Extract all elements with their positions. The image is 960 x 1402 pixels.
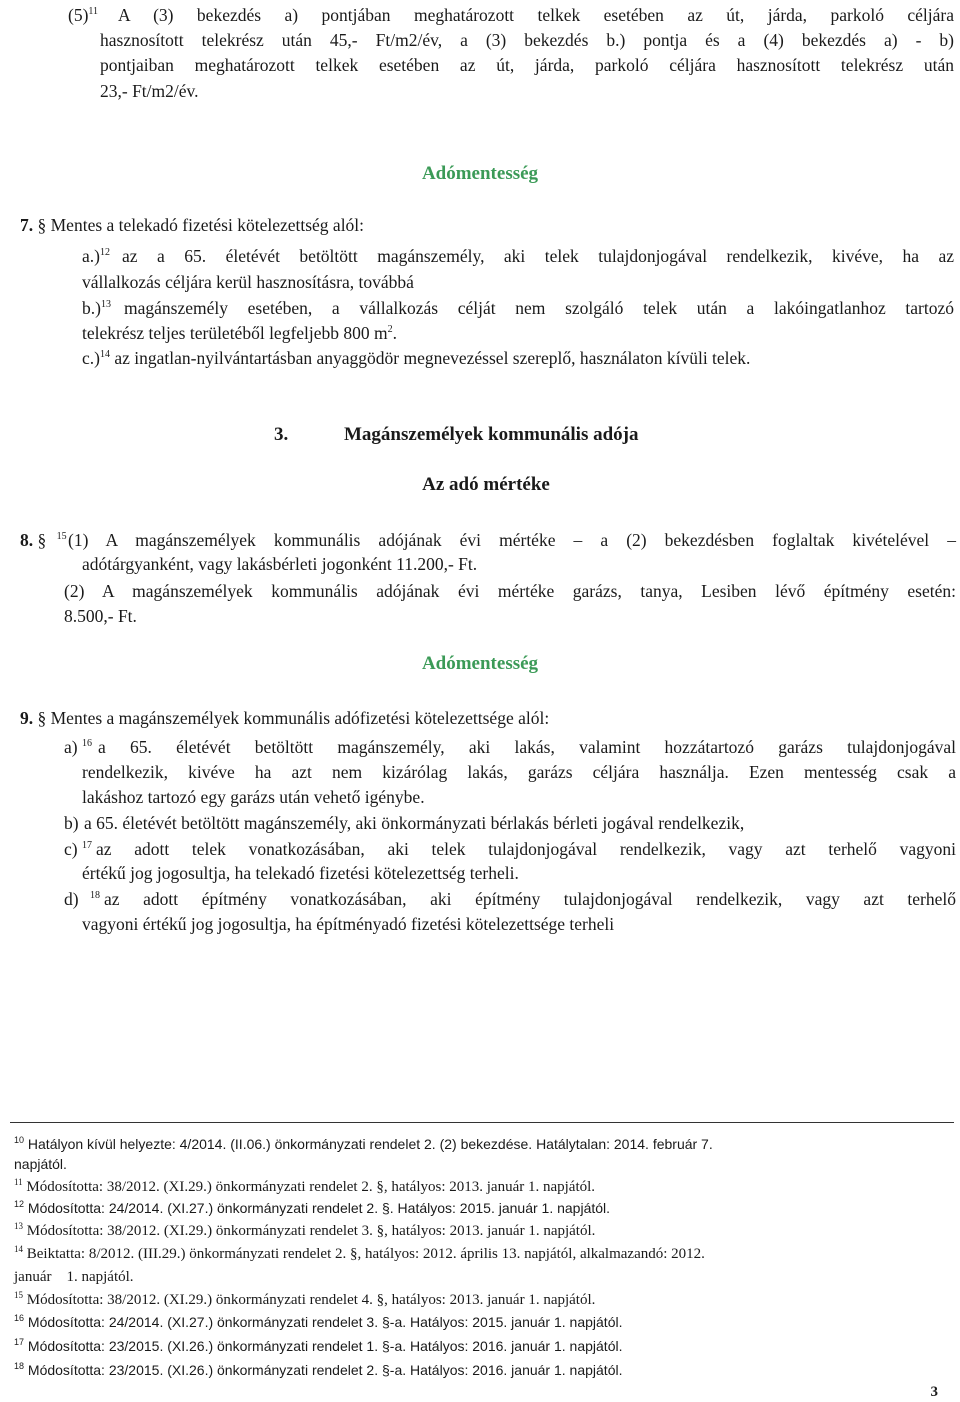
footnote-ref[interactable]: 15 bbox=[56, 531, 67, 542]
footnote-13: $^{13}$ Módosította: 38/2012. (XI.29.) önkormányzati rendelet 3. §, hatályos: 2013. január 1. napjától. bbox=[14, 1221, 596, 1239]
para7-b-line1: magánszemély esetében, a vállalkozás célját nem szolgáló telek után a lakóingatlanhoz tartozó bbox=[124, 298, 954, 318]
page-number: 3 bbox=[930, 1384, 938, 1400]
footnote-17: $^{17}$ Módosította: 23/2015. (XI.26.) önkormányzati rendelet 1. §-a. Hatályos: 2016. január 1. napjától. bbox=[14, 1337, 623, 1354]
para9-c-fn bbox=[82, 838, 92, 860]
para9-b-line1: a 65. életévét betöltött magánszemély, aki önkormányzati bérlakás bérleti jogával rendelkezik, bbox=[84, 813, 745, 833]
footnote-14-line2: január 1. napjától. bbox=[14, 1269, 134, 1285]
para9-a-line2: rendelkezik, kivéve ha azt nem kizárólag lakás, garázs céljára használja. Ezen mentesség csak a bbox=[82, 762, 956, 782]
para7-b-line2: telekrész teljes területéből legfeljebb 800 $m^2$. bbox=[82, 323, 398, 343]
para8-line2: adótárgyanként, vagy lakásbérleti jogonként 11.200,- Ft. bbox=[82, 554, 478, 574]
section5-lead: $(5)^{11}$ bbox=[68, 5, 99, 25]
para8-heading: 8. § $^{15}$ bbox=[20, 530, 67, 550]
footnote-18: $^{18}$ Módosította: 23/2015. (XI.26.) önkormányzati rendelet 2. §-a. Hatályos: 2016. január 1. napjától. bbox=[14, 1361, 623, 1378]
footnote-ref[interactable]: 12 bbox=[99, 247, 110, 258]
section5-line2: hasznosított telekrész után 45,- Ft/m2/év, a (3) bekezdés b.) pontja és a (4) bekezdés a) - b) bbox=[100, 30, 954, 50]
para9-a-line1: a 65. életévét betöltött magánszemély, aki lakás, valamint hozzátartozó garázs tulajdonjogával bbox=[98, 737, 956, 757]
heading-adomentesseg-2: Adómentesség bbox=[421, 653, 539, 674]
para7-a-line2: vállalkozás céljára kerül hasznosításra, továbbá bbox=[82, 272, 414, 292]
para9-heading: 9. § Mentes a magánszemélyek kommunális adófizetési kötelezettsége alól: bbox=[20, 708, 550, 728]
para8-line1: (1) A magánszemélyek kommunális adójának évi mértéke – a (2) bekezdésben foglaltak kivételével – bbox=[68, 530, 956, 550]
footnote-ref[interactable]: 16 bbox=[82, 738, 92, 749]
section5-line4: 23,- Ft/m2/év. bbox=[100, 81, 199, 101]
footnote-16: $^{16}$ Módosította: 24/2014. (XI.27.) önkormányzati rendelet 3. §-a. Hatályos: 2015. január 1. napjától. bbox=[14, 1313, 623, 1330]
footnote-14: $^{14}$ Beiktatta: 8/2012. (III.29.) önkormányzati rendelet 2. §, hatályos: 2012. április 13. napjától, alkalmazandó: 2012. bbox=[14, 1244, 705, 1262]
section5-line3: pontjaiban meghatározott telkek esetében az út, járda, parkoló céljára hasznosított telekrész után bbox=[100, 55, 954, 75]
para9-d-label: d) bbox=[64, 889, 79, 909]
footnote-ref[interactable]: 17 bbox=[82, 840, 92, 851]
footnote-11: $^{11}$ Módosította: 38/2012. (XI.29.) önkormányzati rendelet 2. §, hatályos: 2013. január 1. napjától. bbox=[14, 1177, 596, 1195]
para9-d-line1: az adott építmény vonatkozásában, aki építmény tulajdonjogával rendelkezik, vagy azt terhelő bbox=[104, 889, 956, 909]
footnote-10-line2: napjától. bbox=[14, 1156, 67, 1172]
footnote-15: $^{15}$ Módosította: 38/2012. (XI.29.) önkormányzati rendelet 4. §, hatályos: 2013. január 1. napjától. bbox=[14, 1290, 596, 1308]
chapter3-num: 3. bbox=[274, 424, 289, 445]
chapter3-title: Magánszemélyek kommunális adója bbox=[344, 424, 639, 445]
para7-c-line: c.)$^{14}$ az ingatlan-nyilvántartásban anyaggödör megnevezéssel szereplő, használaton kívüli telek. bbox=[82, 348, 751, 368]
para9-a-fn bbox=[82, 736, 92, 758]
para9-c-line1: az adott telek vonatkozásában, aki telek tulajdonjogával rendelkezik, vagy azt terhelő vagyoni bbox=[96, 839, 956, 859]
para7-a-line1: az a 65. életévét betöltött magánszemély, aki telek tulajdonjogával rendelkezik, kivéve, ha az bbox=[122, 246, 954, 266]
para7-b-label: b.)$^{13}$ bbox=[82, 298, 111, 318]
para7-a-label: a.)$^{12}$ bbox=[82, 246, 110, 266]
chapter3-subtitle: Az adó mértéke bbox=[422, 474, 550, 495]
para9-d-line2: vagyoni értékű jog jogosultja, ha építményadó fizetési kötelezettsége terheli bbox=[82, 914, 615, 934]
para8-line4: 8.500,- Ft. bbox=[64, 606, 137, 626]
para7-heading: 7. § Mentes a telekadó fizetési kötelezettség alól: bbox=[20, 215, 365, 235]
para9-c-label: c) bbox=[64, 839, 78, 859]
section5-line1: A (3) bekezdés a) pontjában meghatározott telkek esetében az út, járda, parkoló céljára bbox=[118, 5, 954, 25]
para9-b-label: b) bbox=[64, 813, 79, 833]
para9-c-line2: értékű jog jogosultja, ha telekadó fizetési kötelezettség terheli. bbox=[82, 863, 519, 883]
footnote-10: $^{10}$ Hatályon kívül helyezte: 4/2014. (II.06.) önkormányzati rendelet 2. (2) bekezdése. Hatálytalan: 2014. február 7. bbox=[14, 1135, 713, 1152]
heading-adomentesseg-1: Adómentesség bbox=[421, 163, 539, 184]
footnote-ref[interactable]: 13 bbox=[100, 299, 111, 310]
para8-line3: (2) A magánszemélyek kommunális adójának évi mértéke garázs, tanya, Lesiben lévő építmény esetén: bbox=[64, 581, 956, 601]
footnote-ref[interactable]: 18 bbox=[90, 890, 100, 901]
para9-a-line3: lakáshoz tartozó egy garázs után vehető igénybe. bbox=[82, 787, 425, 807]
para9-d-fn bbox=[90, 888, 100, 910]
footnote-separator bbox=[10, 1122, 954, 1123]
footnote-12: $^{12}$ Módosította: 24/2014. (XI.27.) önkormányzati rendelet 2. §. Hatályos: 2015. január 1. napjától. bbox=[14, 1199, 611, 1216]
footnote-ref[interactable]: 14 bbox=[99, 349, 110, 360]
para9-a-label: a) bbox=[64, 737, 78, 757]
footnote-ref[interactable]: 11 bbox=[88, 6, 99, 17]
